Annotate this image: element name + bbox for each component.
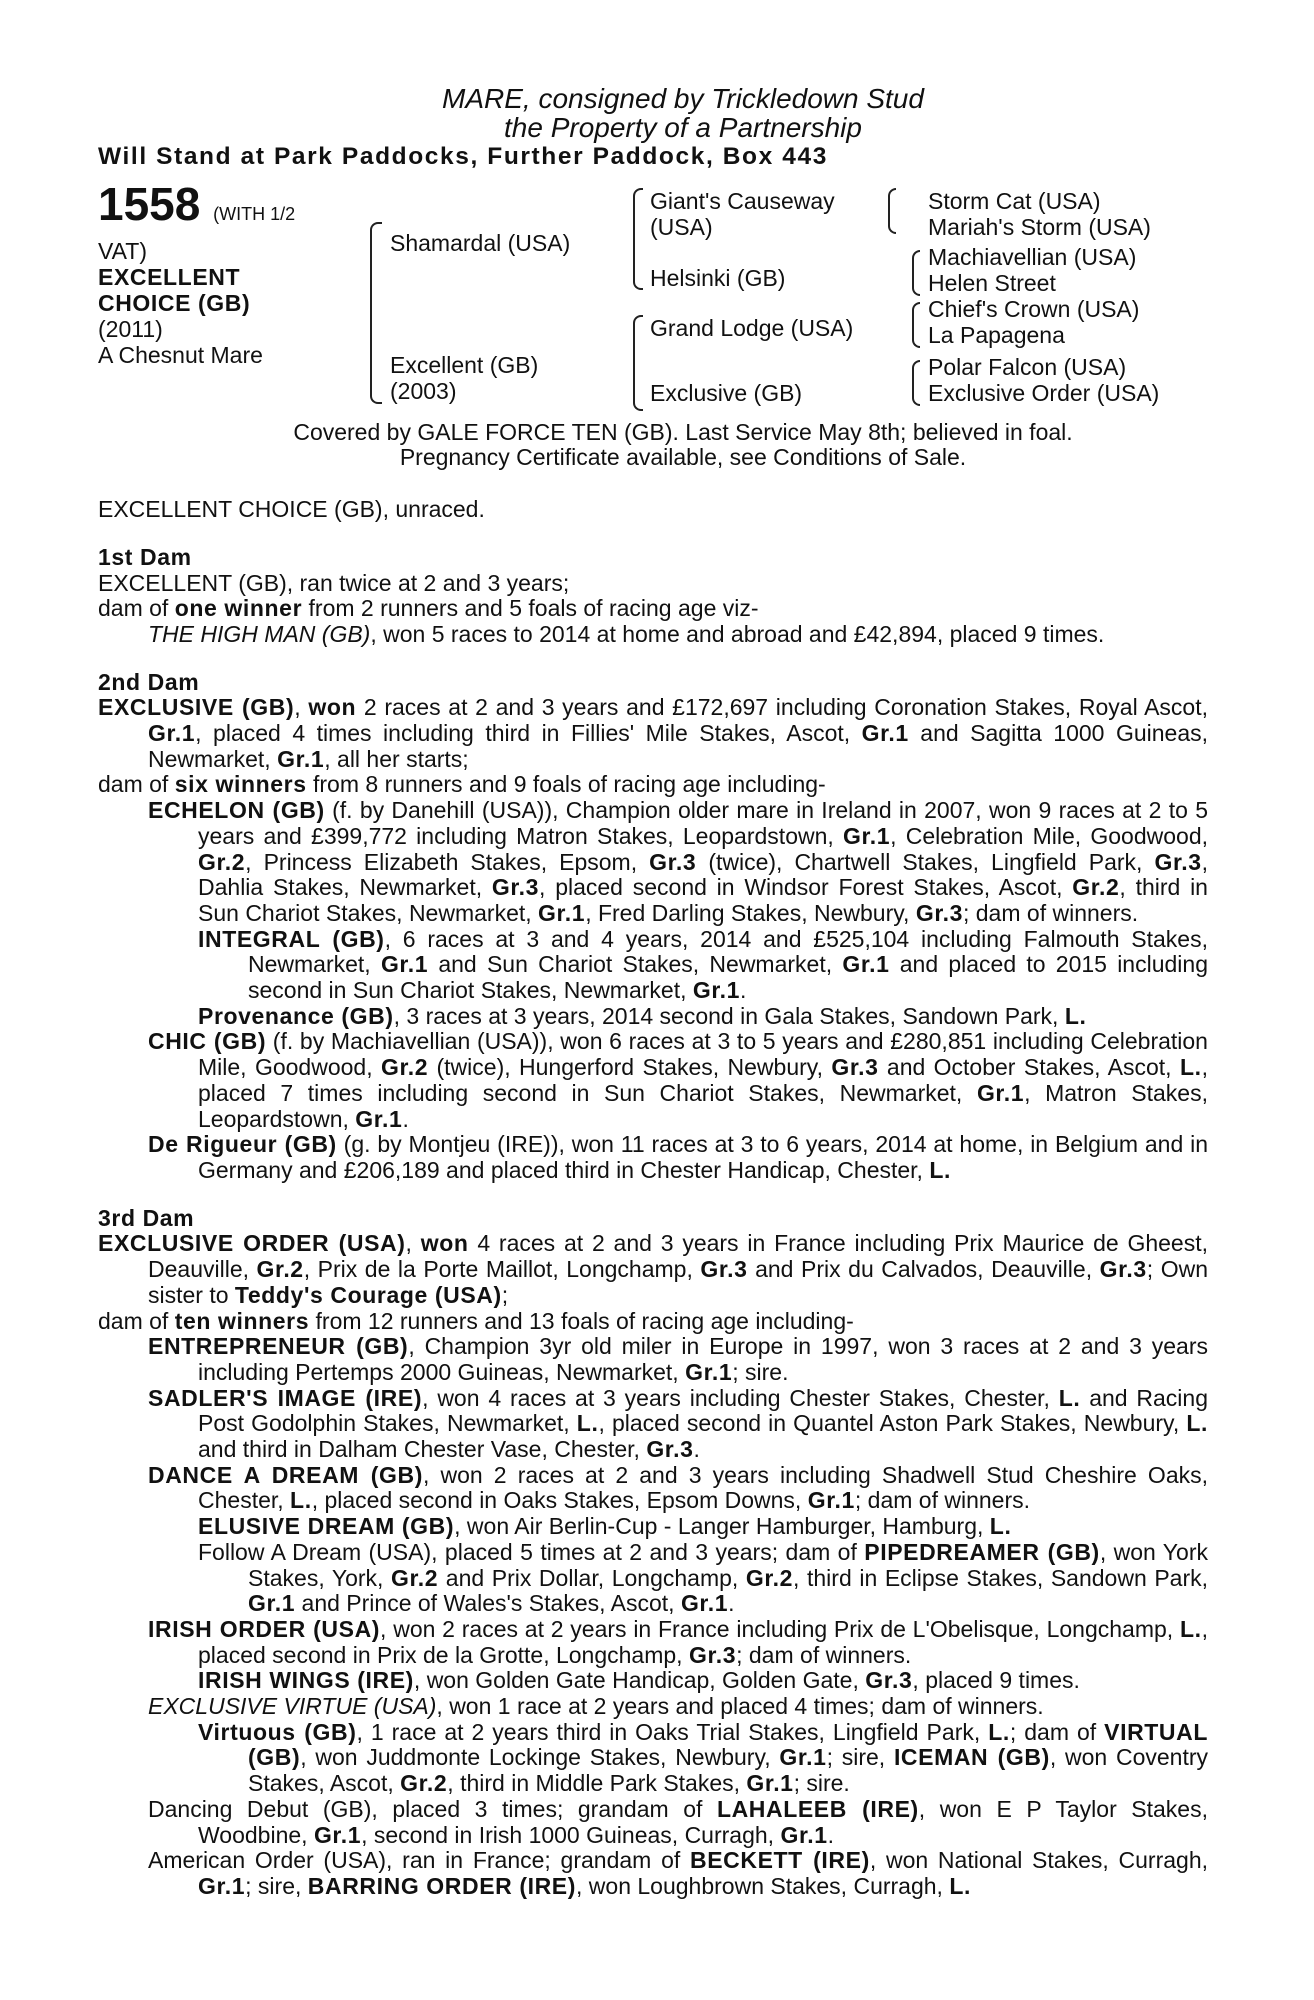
dam1-progeny: THE HIGH MAN (GB), won 5 races to 2014 at home and abroad and £42,894, placed 9 times. <box>148 620 1105 647</box>
stand-location: Will Stand at Park Paddocks, Further Paddock, Box 443 <box>98 143 828 170</box>
dam2-heading: 2nd Dam <box>98 668 200 695</box>
brace-sd <box>912 250 920 296</box>
brace-dd <box>912 360 920 406</box>
vat-note-cont: VAT) <box>98 237 147 264</box>
dam3-elusive-dream: ELUSIVE DREAM (GB), won Air Berlin-Cup - Langer Hamburger, Hamburg, L. <box>198 1513 1012 1540</box>
dam2-summary: dam of six winners from 8 runners and 9 foals of racing age including- <box>98 771 826 798</box>
dam3-follow-a-dream: Follow A Dream (USA), placed 5 times at 2 and 3 years; dam of PIPEDREAMER (GB), won York Stakes, York, Gr.2 and Prix Dollar, Longchamp, Gr.2, third in Eclipse Stakes, Sandown Park, Gr.1 and Prince of Wales's Stakes, Ascot, Gr.1. <box>198 1538 1209 1617</box>
dam3-exclusive-virtue: EXCLUSIVE VIRTUE (USA), won 1 race at 2 years and placed 4 times; dam of winners. <box>148 1693 1044 1720</box>
gg-7: Polar Falcon (USA) <box>928 353 1127 380</box>
horse-description: A Chesnut Mare <box>98 341 263 368</box>
dam1-heading: 1st Dam <box>98 543 192 570</box>
gg-4: Helen Street <box>928 269 1056 296</box>
dam3-irish-order: IRISH ORDER (USA), won 2 races at 2 years in France including Prix de L'Obelisque, Longchamp, L., placed second in Prix de la Grotte, Longchamp, Gr.3; dam of winners. <box>148 1615 1208 1668</box>
horse-name-line1: EXCELLENT <box>98 263 241 290</box>
dam1-line1: EXCELLENT (GB), ran twice at 2 and 3 years; <box>98 569 570 596</box>
pedigree-block <box>98 177 1208 420</box>
dam3-irish-wings: IRISH WINGS (IRE), won Golden Gate Handicap, Golden Gate, Gr.3, placed 9 times. <box>198 1667 1080 1694</box>
gg-3: Machiavellian (USA) <box>928 243 1137 270</box>
gg-8: Exclusive Order (USA) <box>928 379 1160 406</box>
gg-6: La Papagena <box>928 321 1065 348</box>
dam3-summary: dam of ten winners from 12 runners and 13 foals of racing age including- <box>98 1307 854 1334</box>
dam2-echelon: ECHELON (GB) (f. by Danehill (USA)), Champion older mare in Ireland in 2007, won 9 races at 2 to 5 years and £399,772 including Matron Stakes, Leopardstown, Gr.1, Celebration Mile, Goodwood, Gr.2, Princess Elizabeth Stakes, Epsom, Gr.3 (twice), Chartwell Stakes, Lingfield Park, Gr.3, Dahlia Stakes, Newmarket, Gr.3, placed second in Windsor Forest Stakes, Ascot, Gr.2, third in Sun Chariot Stakes, Newmarket, Gr.1, Fred Darling Stakes, Newbury, Gr.3; dam of winners. <box>148 797 1209 926</box>
sire-sire: Giant's Causeway (USA) <box>650 187 835 240</box>
dam2-record: EXCLUSIVE (GB), won 2 races at 2 and 3 years and £172,697 including Coronation Stakes, Royal Ascot, Gr.1, placed 4 times including third in Fillies' Mile Stakes, Ascot, Gr.1 and Sagitta 1000 Guineas, Newmarket, Gr.1, all her starts; <box>98 694 1209 772</box>
dam3-sadlers-image: SADLER'S IMAGE (IRE), won 4 races at 3 years including Chester Stakes, Chester, L. and Racing Post Godolphin Stakes, Newmarket, L., placed second in Quantel Aston Park Stakes, Newbury, L. and third in Dalham Chester Vase, Chester, Gr.3. <box>148 1384 1209 1463</box>
dam-year: (2003) <box>390 377 457 404</box>
dam2-integral: INTEGRAL (GB), 6 races at 3 and 4 years, 2014 and £525,104 including Falmouth Stakes, Newmarket, Gr.1 and Sun Chariot Stakes, Newmarket, Gr.1 and placed to 2015 including second in Sun Chariot Stakes, Newmarket, Gr.1. <box>198 925 1208 1004</box>
lot-number: 1558 <box>98 177 201 230</box>
dam-sire: Grand Lodge (USA) <box>650 314 854 341</box>
dam3-heading: 3rd Dam <box>98 1204 195 1231</box>
brace-ds <box>912 302 920 348</box>
dam3-virtuous: Virtuous (GB), 1 race at 2 years third in Oaks Trial Stakes, Lingfield Park, L.; dam of VIRTUAL (GB), won Juddmonte Lockinge Stakes, Newbury, Gr.1; sire, ICEMAN (GB), won Coventry Stakes, Ascot, Gr.2, third in Middle Park Stakes, Gr.1; sire. <box>198 1718 1208 1797</box>
covered-line-1: Covered by GALE FORCE TEN (GB). Last Service May 8th; believed in foal. <box>293 418 1073 445</box>
dam3-dance-a-dream: DANCE A DREAM (GB), won 2 races at 2 and 3 years including Shadwell Stud Cheshire Oaks, Chester, L., placed second in Oaks Stakes, Epsom Downs, Gr.1; dam of winners. <box>148 1461 1209 1514</box>
sire-dam: Helsinki (GB) <box>650 264 786 291</box>
covered-line-2: Pregnancy Certificate available, see Conditions of Sale. <box>399 444 967 471</box>
dam3-record: EXCLUSIVE ORDER (USA), won 4 races at 2 and 3 years in France including Prix Maurice de Gheest, Deauville, Gr.2, Prix de la Porte Maillot, Longchamp, Gr.3 and Prix du Calvados, Deauville, Gr.3; Own sister to Teddy's Courage (USA); <box>98 1230 1209 1308</box>
dam2-chic: CHIC (GB) (f. by Machiavellian (USA)), won 6 races at 3 to 5 years and £280,851 including Celebration Mile, Goodwood, Gr.2 (twice), Hungerford Stakes, Newbury, Gr.3 and October Stakes, Ascot, L., placed 7 times including second in Sun Chariot Stakes, Newmarket, Gr.1, Matron Stakes, Leopardstown, Gr.1. <box>148 1028 1208 1132</box>
gg-2: Mariah's Storm (USA) <box>928 213 1151 240</box>
brace-dam <box>633 315 643 411</box>
dam-dam: Exclusive (GB) <box>650 379 803 406</box>
foaling-year: (2011) <box>98 315 163 342</box>
brace-ss <box>888 188 896 234</box>
dam3-entrepreneur: ENTREPRENEUR (GB), Champion 3yr old miler in Europe in 1997, won 3 races at 2 and 3 years including Pertemps 2000 Guineas, Newmarket, Gr.1; sire. <box>148 1333 1209 1385</box>
vat-note: (WITH 1/2 <box>213 203 296 224</box>
horse-name-line2: CHOICE (GB) <box>98 289 251 316</box>
dam2-de-rigueur: De Rigueur (GB) (g. by Montjeu (IRE)), won 11 races at 3 to 6 years, 2014 at home, in Belgium and in Germany and £206,189 and placed third in Chester Handicap, Chester, L. <box>148 1131 1209 1183</box>
gg-5: Chief's Crown (USA) <box>928 295 1140 322</box>
brace-sire <box>633 188 643 290</box>
gg-1: Storm Cat (USA) <box>928 187 1101 214</box>
dam: Excellent (GB) <box>390 351 539 378</box>
consignor-line-2: the Property of a Partnership <box>504 112 862 143</box>
dam2-provenance: Provenance (GB), 3 races at 3 years, 2014 second in Gala Stakes, Sandown Park, L. <box>198 1002 1087 1029</box>
intro: EXCELLENT CHOICE (GB), unraced. <box>98 496 485 523</box>
dam3-dancing-debut: Dancing Debut (GB), placed 3 times; grandam of LAHALEEB (IRE), won E P Taylor Stakes, Woodbine, Gr.1, second in Irish 1000 Guineas, Curragh, Gr.1. <box>148 1795 1208 1848</box>
dam1-line2: dam of one winner from 2 runners and 5 foals of racing age viz- <box>98 595 759 622</box>
dam3-american-order: American Order (USA), ran in France; grandam of BECKETT (IRE), won National Stakes, Curragh, Gr.1; sire, BARRING ORDER (IRE), won Loughbrown Stakes, Curragh, L. <box>148 1847 1208 1899</box>
lot-info <box>98 177 296 368</box>
brace-main <box>370 222 382 404</box>
catalogue-page <box>98 84 1208 1900</box>
consignor-line-1: MARE, consigned by Trickledown Stud <box>442 83 924 114</box>
sire: Shamardal (USA) <box>390 229 571 256</box>
